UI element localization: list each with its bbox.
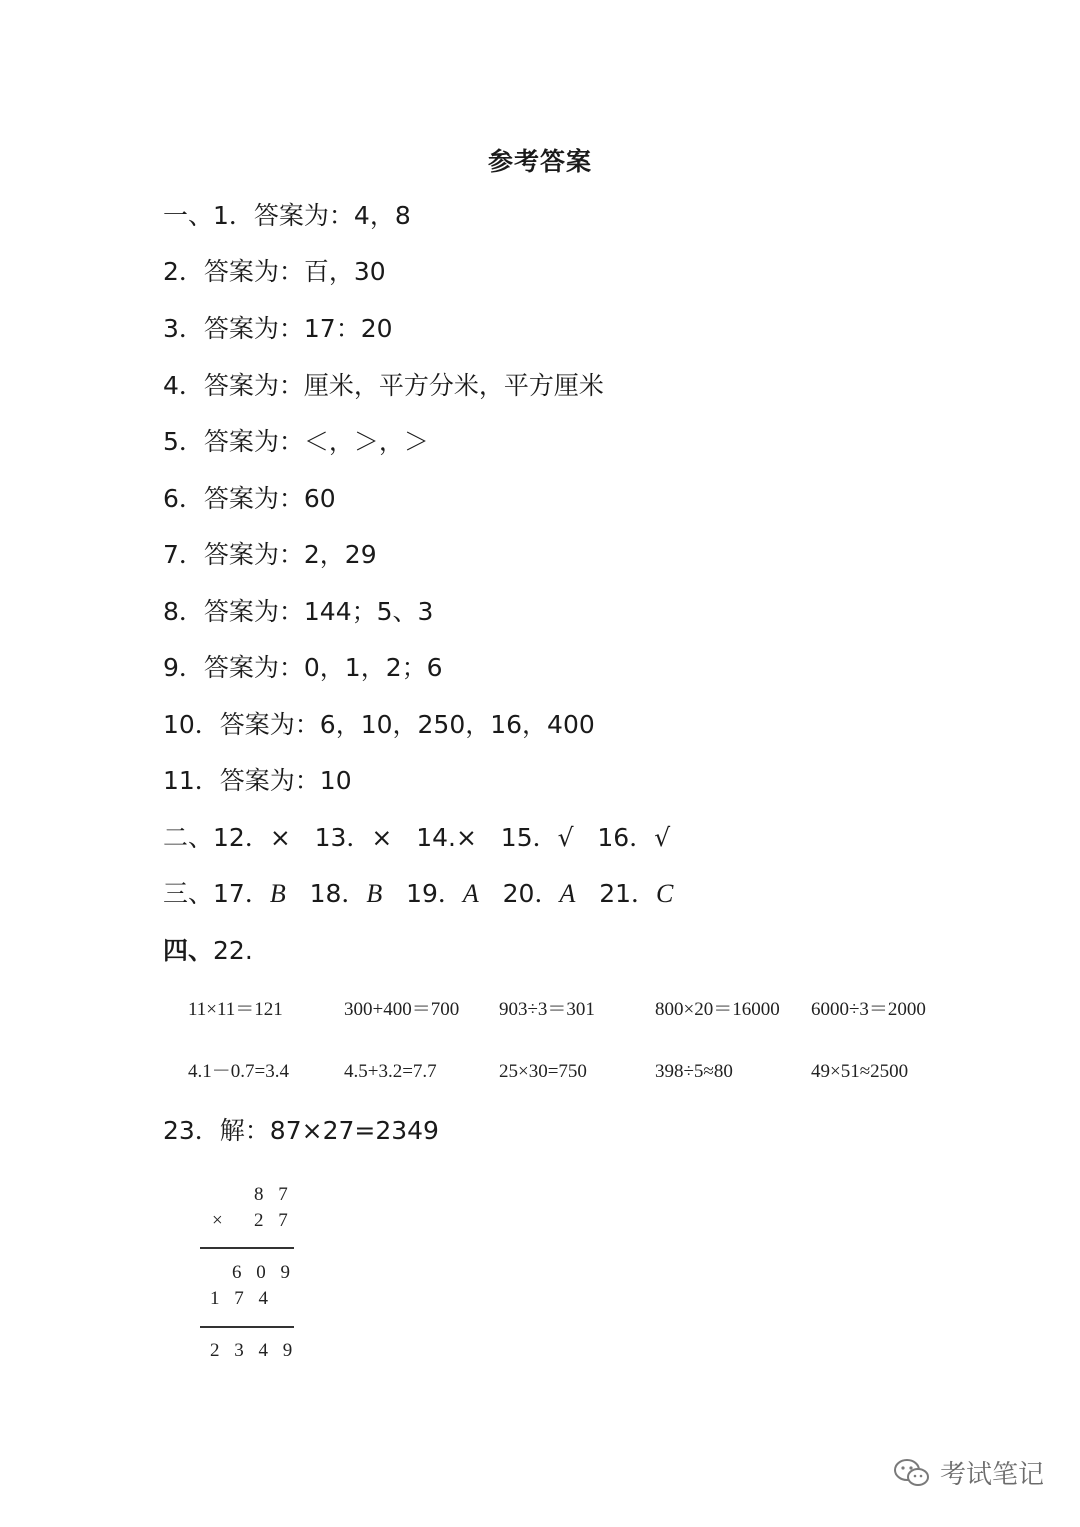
partial-product-1: 6 0 9 [232, 1262, 295, 1283]
calc-item: 300+400＝700 [344, 999, 460, 1020]
calc-item: 11×11＝121 [188, 999, 283, 1020]
calc-item: 25×30=750 [499, 1061, 587, 1082]
answer-line-8: 8．答案为：144；5、3 [163, 597, 434, 626]
judge-item: 14.× [416, 823, 477, 852]
choice-num: 19． [406, 879, 463, 908]
vertical-multiplication [190, 1180, 300, 1370]
page-title: 参考答案 [487, 147, 592, 176]
answer-line-4: 4．答案为：厘米，平方分米，平方厘米 [163, 371, 604, 400]
divider-line [200, 1247, 294, 1249]
answer-text: 1．答案为：4，8 [213, 201, 411, 230]
judge-item: 13．× [314, 823, 393, 852]
judge-item: 12．× [213, 823, 291, 852]
section-prefix-1: 一、 [163, 201, 214, 230]
answer-line-3: 3．答案为：17：20 [163, 314, 393, 343]
choice-answer: A [559, 879, 576, 908]
judge-item: 16．√ [597, 823, 671, 852]
calc-item: 4.1－0.7=3.4 [188, 1061, 289, 1082]
calc-item: 398÷5≈80 [655, 1061, 733, 1082]
answer-line-7: 7．答案为：2，29 [163, 540, 377, 569]
multiply-operator: × [212, 1210, 228, 1231]
choice-answer: C [656, 879, 674, 908]
choice-answer: A [462, 879, 479, 908]
section-prefix-2: 二、 [163, 823, 214, 852]
divider-line [200, 1326, 294, 1328]
section-2-line [163, 822, 670, 854]
calc-item: 903÷3＝301 [499, 999, 595, 1020]
question-label: 22. [213, 936, 253, 965]
section-4-line [163, 935, 253, 967]
choice-num: 17． [213, 879, 270, 908]
choice-answer: B [269, 879, 286, 908]
answer-line-6: 6．答案为：60 [163, 484, 336, 513]
choice-num: 20． [502, 879, 560, 908]
watermark [892, 1454, 1044, 1491]
wechat-icon [892, 1457, 932, 1489]
answer-line-9: 9．答案为：0，1，2；6 [163, 653, 443, 682]
calc-item: 6000÷3＝2000 [811, 999, 926, 1020]
watermark-text: 考试笔记 [939, 1460, 1044, 1490]
answer-line-2: 2．答案为：百，30 [163, 257, 386, 286]
section-prefix-3: 三、 [163, 879, 214, 908]
calc-item: 800×20＝16000 [655, 999, 780, 1020]
calc-item: 49×51≈2500 [811, 1061, 909, 1082]
partial-product-2: 1 7 4 [210, 1288, 273, 1309]
section-3-line [163, 878, 673, 910]
section-prefix-4: 四、 [163, 936, 214, 965]
judge-item: 15．√ [500, 823, 574, 852]
choice-num: 21． [599, 879, 657, 908]
choice-num: 18． [309, 879, 367, 908]
answer-line-5: 5．答案为：＜，＞，＞ [163, 427, 429, 456]
answer-line-11: 11．答案为：10 [163, 766, 352, 795]
multiplier: 2 7 [254, 1210, 293, 1231]
multiplicand: 8 7 [254, 1184, 293, 1205]
product-result: 2 3 4 9 [210, 1340, 298, 1361]
answer-line-1 [163, 200, 411, 232]
answer-line-10: 10．答案为：6，10，250，16，400 [163, 710, 595, 739]
calc-item: 4.5+3.2=7.7 [344, 1061, 437, 1082]
q23-line: 23．解：87×27=2349 [163, 1116, 439, 1145]
choice-answer: B [366, 879, 383, 908]
